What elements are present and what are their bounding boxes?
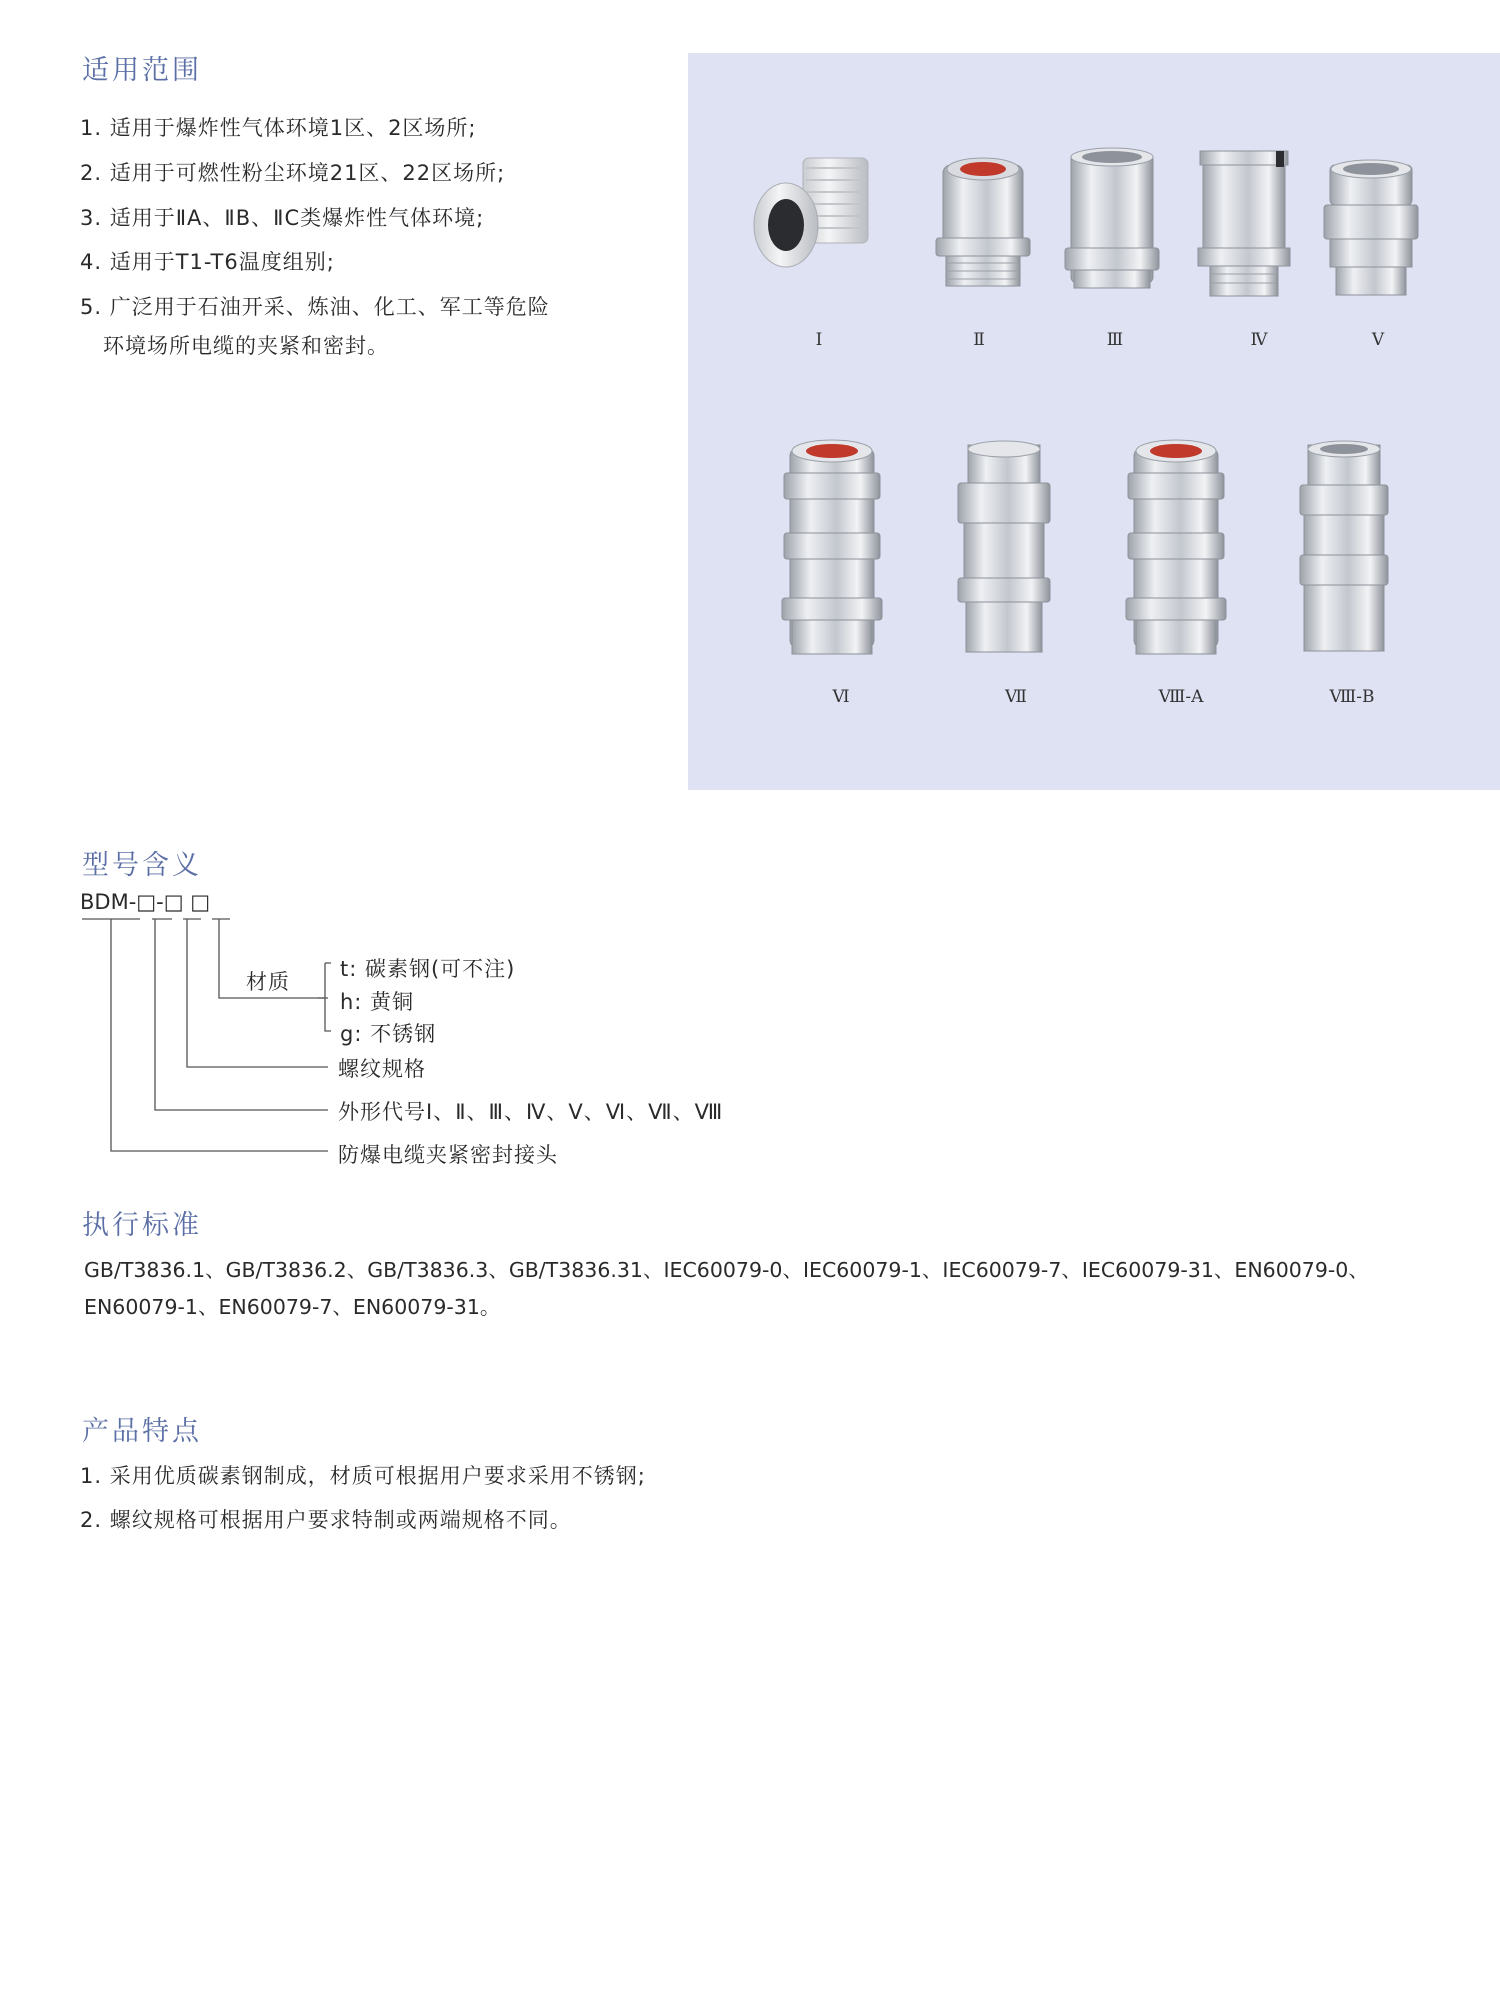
scope-item: 5. 广泛用于石油开采、炼油、化工、军工等危险 bbox=[80, 295, 550, 319]
scope-item: 3. 适用于ⅡA、ⅡB、ⅡC类爆炸性气体环境; bbox=[80, 206, 485, 230]
material-option-g: g: 不锈钢 bbox=[340, 1022, 437, 1046]
thread-spec-label: 螺纹规格 bbox=[338, 1057, 426, 1081]
scope-item: 1. 适用于爆炸性气体环境1区、2区场所; bbox=[80, 116, 477, 140]
gland-label: Ⅶ bbox=[1005, 687, 1027, 707]
scope-title: 适用范围 bbox=[82, 55, 202, 86]
standards-line: GB/T3836.1、GB/T3836.2、GB/T3836.3、GB/T3836.31、IEC60079-0、IEC60079-1、IEC60079-7、IEC60079-31、EN60079-0、 bbox=[84, 1258, 1369, 1282]
material-option-t: t: 碳素钢(可不注) bbox=[340, 957, 516, 981]
model-code: BDM-□-□ □ bbox=[80, 890, 211, 914]
gland-label: Ⅷ-B bbox=[1329, 687, 1375, 707]
scope-item: 环境场所电缆的夹紧和密封。 bbox=[103, 334, 389, 358]
gland-label: Ⅲ bbox=[1106, 330, 1124, 350]
gland-label: Ⅳ bbox=[1250, 330, 1268, 350]
scope-item: 4. 适用于T1-T6温度组别; bbox=[80, 250, 335, 274]
gland-label: Ⅴ bbox=[1371, 330, 1385, 350]
gland-label: Ⅱ bbox=[973, 330, 985, 350]
shape-code-label: 外形代号Ⅰ、Ⅱ、Ⅲ、Ⅳ、Ⅴ、Ⅵ、Ⅶ、Ⅷ bbox=[338, 1100, 724, 1124]
scope-item: 2. 适用于可燃性粉尘环境21区、22区场所; bbox=[80, 161, 506, 185]
gland-label: Ⅷ-A bbox=[1158, 687, 1204, 707]
gland-label: Ⅰ bbox=[815, 330, 823, 350]
gland-label: Ⅵ bbox=[832, 687, 850, 707]
material-label: 材质 bbox=[246, 970, 290, 994]
feature-item: 1. 采用优质碳素钢制成，材质可根据用户要求采用不锈钢; bbox=[80, 1464, 646, 1488]
material-option-h: h: 黄铜 bbox=[340, 990, 415, 1014]
standards-title: 执行标准 bbox=[82, 1210, 202, 1241]
feature-item: 2. 螺纹规格可根据用户要求特制或两端规格不同。 bbox=[80, 1508, 572, 1532]
features-title: 产品特点 bbox=[82, 1416, 202, 1447]
standards-line: EN60079-1、EN60079-7、EN60079-31。 bbox=[84, 1295, 501, 1319]
product-name-label: 防爆电缆夹紧密封接头 bbox=[338, 1143, 558, 1167]
model-title: 型号含义 bbox=[82, 850, 202, 881]
